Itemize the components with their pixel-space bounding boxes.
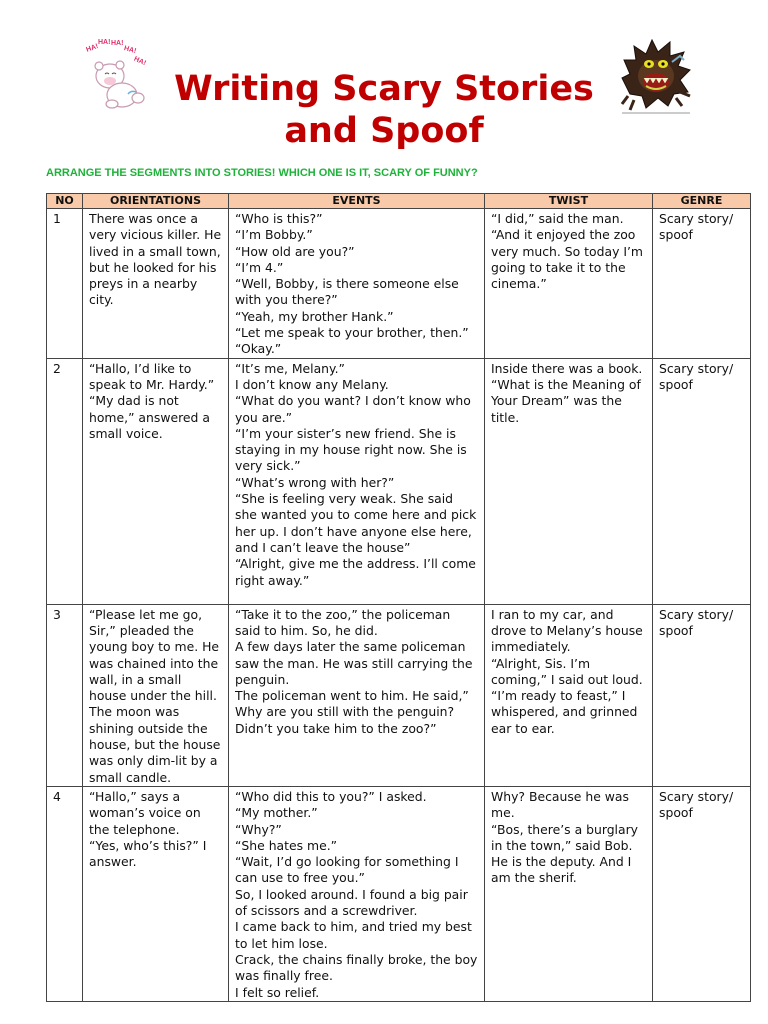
twist-line: “I did,” said the man. “And it enjoyed the zoo very much. So today I’m going to take it to the cinema.” xyxy=(491,211,644,292)
bear-ha-2: HA! xyxy=(98,39,111,46)
genre-cell: Scary story/ spoof xyxy=(653,604,751,786)
bear-ha-3: HA! xyxy=(111,40,124,47)
event-line: A few days later the same policeman saw the man. He was still carrying the penguin. xyxy=(235,639,473,687)
genre-cell: Scary story/ spoof xyxy=(653,786,751,1001)
laughing-bear-image xyxy=(84,38,156,112)
twist-line: Why? Because he was me. xyxy=(491,788,629,821)
event-line: “It’s me, Melany.” xyxy=(235,360,345,376)
event-line: “She hates me.” xyxy=(235,837,338,853)
bear-ha-4: HA! xyxy=(123,45,137,56)
orientation-cell xyxy=(83,209,229,359)
event-line: “I’m your sister’s new friend. She is staying in my house right now. She is very sick.” xyxy=(235,425,467,474)
event-line: “Take it to the zoo,” the policeman said to him. So, he did. xyxy=(235,606,451,638)
page-title-line-1: Writing Scary Stories xyxy=(174,69,594,109)
event-line: “Well, Bobby, is there someone else with you there?” xyxy=(235,276,459,308)
event-line: “Yeah, my brother Hank.” xyxy=(235,308,394,324)
orientation-line: “Hallo, I’d like to speak to Mr. Hardy.” xyxy=(89,360,215,392)
event-line: I came back to him, and tried my best to let him lose. xyxy=(235,919,472,951)
events-cell xyxy=(229,358,485,604)
event-line: “Okay.” xyxy=(235,341,282,357)
events-cell xyxy=(229,604,485,786)
header-events: EVENTS xyxy=(229,194,485,209)
twist-line: Inside there was a book. “What is the Meaning of Your Dream” was the title. xyxy=(491,360,643,425)
header-no: NO xyxy=(47,194,83,209)
event-line: I felt so relief. xyxy=(235,984,320,1000)
orientation-line: “My dad is not home,” answered a small voice. xyxy=(89,393,210,441)
twist-line: “Alright, Sis. I’m coming,” I said out loud. xyxy=(491,655,643,687)
event-line: “Alright, give me the address. I’ll come right away.” xyxy=(235,556,476,588)
event-line: “Why?” xyxy=(235,821,282,837)
orientation-line: There was once a very vicious killer. He lived in a small town, but he looked for his preys in a nearby city. xyxy=(89,211,222,308)
row-number: 4 xyxy=(47,786,83,1001)
events-cell xyxy=(229,786,485,1001)
event-line: “How old are you?” xyxy=(235,243,355,259)
header-orientations: ORIENTATIONS xyxy=(83,194,229,209)
orientation-line: “Yes, who’s this?” I answer. xyxy=(89,837,207,870)
orientation-cell xyxy=(83,604,229,786)
table-row xyxy=(47,209,751,359)
event-line: Crack, the chains finally broke, the boy was finally free. xyxy=(235,951,478,984)
twist-line: I ran to my car, and drove to Melany’s house immediately. xyxy=(491,606,643,655)
event-line: “I’m 4.” xyxy=(235,259,284,275)
event-line: I don’t know any Melany. xyxy=(235,376,389,392)
twist-cell xyxy=(485,786,653,1001)
page-title xyxy=(150,68,618,152)
orientation-line: “Hallo,” says a woman’s voice on the telephone. xyxy=(89,788,201,837)
event-line: The policeman went to him. He said,” xyxy=(235,688,469,704)
row-number: 2 xyxy=(47,358,83,604)
table-row xyxy=(47,604,751,786)
instruction-text: ARRANGE THE SEGMENTS INTO STORIES! WHICH ONE IS IT, SCARY OF FUNNY? xyxy=(46,167,478,179)
row-number: 1 xyxy=(47,209,83,359)
twist-line: “Bos, there’s a burglary in the town,” said Bob. He is the deputy. And I am the sherif. xyxy=(491,821,639,886)
header-genre: GENRE xyxy=(653,194,751,209)
events-cell xyxy=(229,209,485,359)
table-header-row xyxy=(47,194,751,209)
row-number: 3 xyxy=(47,604,83,786)
event-line: “What’s wrong with her?” xyxy=(235,474,395,490)
bear-ha-1: HA! xyxy=(85,42,100,54)
twist-cell xyxy=(485,358,653,604)
twist-cell xyxy=(485,604,653,786)
table-row xyxy=(47,786,751,1001)
genre-cell: Scary story/ spoof xyxy=(653,358,751,604)
orientation-line: “Please let me go, Sir,” pleaded the young boy to me. He was chained into the wall, in a small house under the hill. The moon was shining outside the house, but the house was only dim-lit by a small candle. xyxy=(89,606,221,785)
event-line: So, I looked around. I found a big pair of scissors and a screwdriver. xyxy=(235,886,468,919)
header-twist: TWIST xyxy=(485,194,653,209)
event-line: “Who did this to you?” I asked. xyxy=(235,788,427,804)
stories-table xyxy=(46,193,751,1002)
bear-ha-5: HA! xyxy=(132,55,147,68)
event-line: Why are you still with the penguin? Didn’t you take him to the zoo?” xyxy=(235,704,455,736)
page-title-line-2: and Spoof xyxy=(284,111,484,151)
genre-cell: Scary story/ spoof xyxy=(653,209,751,359)
event-line: “Who is this?” xyxy=(235,211,323,226)
event-line: “I’m Bobby.” xyxy=(235,227,313,243)
twist-line: “I’m ready to feast,” I whispered, and grinned ear to ear. xyxy=(491,688,638,736)
event-line: “Let me speak to your brother, then.” xyxy=(235,325,469,341)
table-row xyxy=(47,358,751,604)
monster-image xyxy=(616,34,696,120)
orientation-cell xyxy=(83,358,229,604)
orientation-cell xyxy=(83,786,229,1001)
event-line: “She is feeling very weak. She said she wanted you to come here and pick her up. I don’t have anyone else here, and I can’t leave the house” xyxy=(235,491,477,555)
event-line: “What do you want? I don’t know who you are.” xyxy=(235,393,471,425)
twist-cell xyxy=(485,209,653,359)
event-line: “Wait, I’d go looking for something I can use to free you.” xyxy=(235,854,459,886)
event-line: “My mother.” xyxy=(235,805,318,821)
